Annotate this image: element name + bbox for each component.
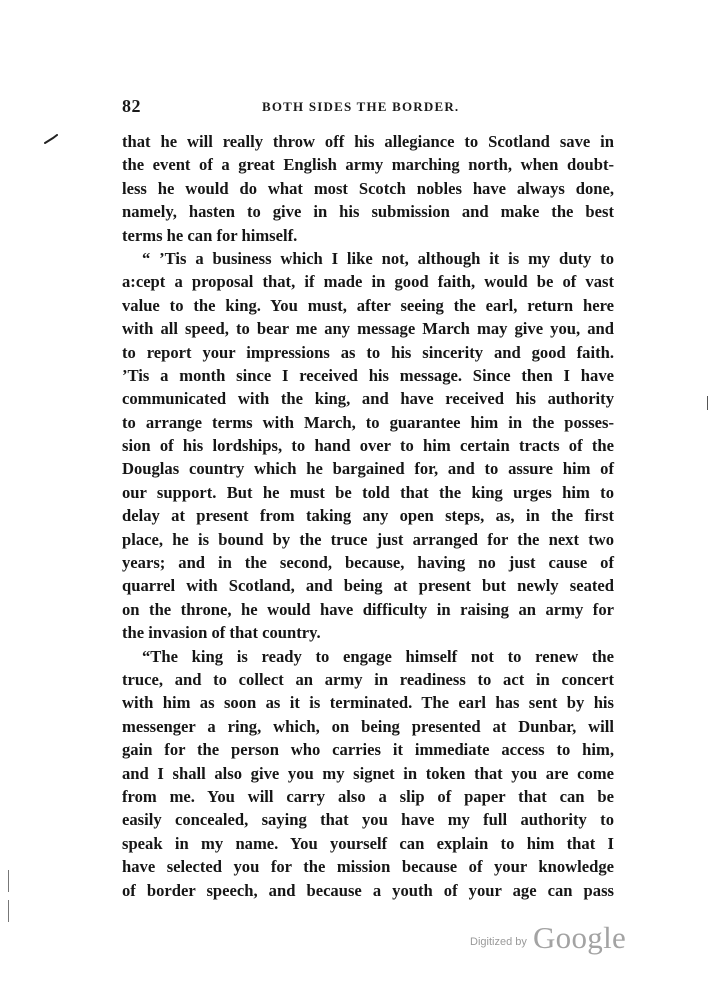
text-line: and I shall also give you my signet in token that you are come [122, 763, 614, 783]
scan-edge-line [8, 900, 9, 922]
text-line: that he will really throw off his allegiance to Scotland save in [122, 132, 614, 151]
scan-edge-line [8, 870, 9, 892]
text-line: namely, hasten to give in his submission and make the best [122, 202, 614, 222]
text-line: our support. But he must be told that the king urges him to [122, 482, 614, 502]
running-head: BOTH SIDES THE BORDER. [262, 99, 460, 114]
text-line: quarrel with Scotland, and being at present but newly seated [122, 576, 614, 596]
text-line: value to the king. You must, after seeing the earl, return here [122, 295, 614, 315]
digitized-watermark [470, 920, 630, 960]
text-line: years; and in the second, because, having no just cause of [122, 553, 614, 573]
pencil-tick-mark [44, 134, 58, 144]
text-line: from me. You will carry also a slip of paper that can be [122, 786, 614, 806]
text-line: “ ’Tis a business which I like not, although it is my duty to [142, 248, 614, 268]
text-line: have selected you for the mission because of your knowledge [122, 857, 614, 877]
text-line: terms he can for himself. [122, 225, 298, 245]
watermark-brand: Google [533, 920, 627, 955]
text-line: to report your impressions as to his sincerity and good faith. [122, 342, 614, 362]
text-line: gain for the person who carries it immediate access to him, [122, 740, 614, 760]
text-line: Douglas country which he bargained for, and to assure him of [122, 459, 614, 479]
margin-mark [707, 396, 708, 410]
text-line: on the throne, he would have difficulty in raising an army for [122, 599, 614, 619]
text-line: a:cept a proposal that, if made in good faith, would be of vast [122, 272, 614, 292]
text-line: easily concealed, saying that you have my full authority to [122, 810, 614, 830]
text-line: communicated with the king, and have received his authority [122, 389, 614, 409]
text-line: “The king is ready to engage himself not to renew the [142, 646, 614, 666]
text-line: truce, and to collect an army in readiness to act in concert [122, 669, 614, 689]
text-line: sion of his lordships, to hand over to him certain tracts of the [122, 436, 614, 456]
text-line: with him as soon as it is terminated. The earl has sent by his [122, 693, 614, 713]
text-line: the invasion of that country. [122, 623, 321, 643]
text-line: of border speech, and because a youth of your age can pass [122, 880, 614, 900]
text-line: the event of a great English army marching north, when doubt- [122, 155, 614, 175]
page-header [122, 96, 614, 116]
body-text [122, 130, 614, 902]
page-number: 82 [122, 96, 141, 116]
text-line: delay at present from taking any open steps, as, in the first [122, 506, 614, 526]
text-line: messenger a ring, which, on being presented at Dunbar, will [122, 716, 614, 736]
watermark-prefix: Digitized by [470, 936, 527, 948]
text-line: less he would do what most Scotch nobles have always done, [122, 178, 614, 198]
text-line: speak in my name. You yourself can explain to him that I [122, 833, 614, 853]
text-line: place, he is bound by the truce just arranged for the next two [122, 529, 614, 549]
text-line: ’Tis a month since I received his message. Since then I have [122, 365, 614, 385]
text-line: with all speed, to bear me any message March may give you, and [122, 319, 614, 339]
text-line: to arrange terms with March, to guarantee him in the posses- [122, 412, 614, 432]
